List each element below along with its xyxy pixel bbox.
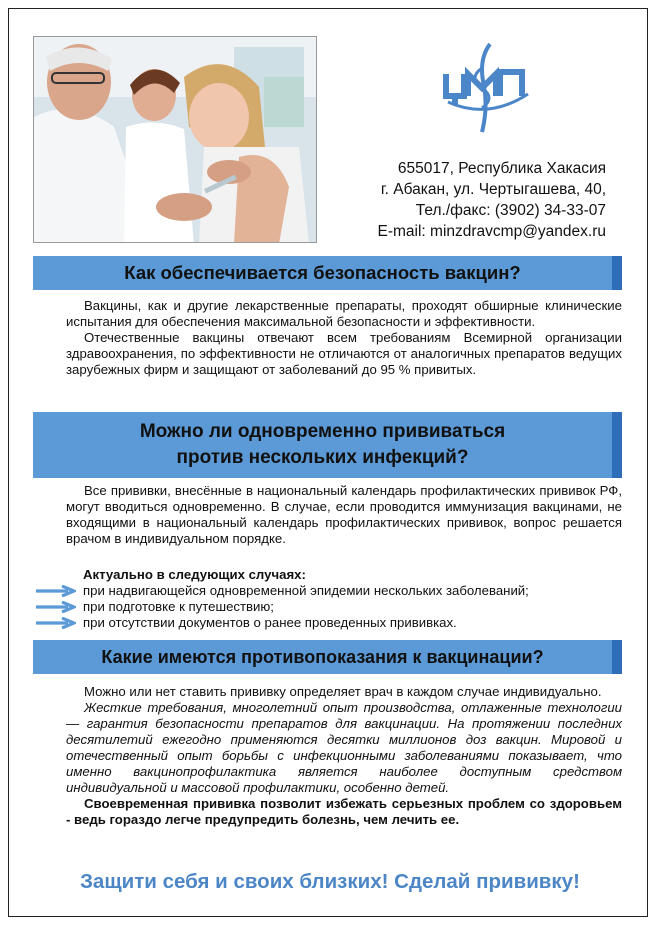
- slogan: Защити себя и своих близких! Сделай прививку!: [80, 870, 580, 893]
- contra-paragraph-2: Жесткие требования, многолетний опыт производства, отлаженные технологии — гарантия безопасности препаратов для вакцинации. На протяжении последних десятилетий ежегодно применяются десятки миллионов доз вакцин. Мировой и отечественный опыт борьбы с инфекционными заболеваниями показывает, что именно вакцинопрофилактика является наиболее доступным средством индивидуальной и массовой профилактики, особенно детей.: [66, 700, 622, 795]
- section-body-safety: [66, 298, 622, 378]
- section-body-combined: [66, 483, 622, 547]
- list-item: при надвигающейся одновременной эпидемии нескольких заболеваний;: [36, 583, 626, 599]
- list-item: при подготовке к путешествию;: [36, 599, 626, 615]
- safety-paragraph-2: Отечественные вакцины отвечают всем требованиям Всемирной организации здравоохранения, по эффективности не отличаются от аналогичных препаратов ведущих зарубежных фирм и защищают от заболеваний до 95 % привитых.: [66, 330, 622, 377]
- list-item: при отсутствии документов о ранее проведенных прививках.: [36, 615, 626, 631]
- address-line-phone: Тел./факс: (3902) 34-33-07: [415, 202, 606, 219]
- contact-address: [340, 158, 640, 242]
- combined-title-line-2: против нескольких инфекций?: [176, 447, 469, 468]
- contra-paragraph-3: Своевременная прививка позволит избежать серьезных проблем со здоровьем - ведь гораздо легче предупредить болезнь, чем лечить ее.: [66, 796, 622, 827]
- combined-paragraph-1: Все прививки, внесённые в национальный календарь профилактических прививок РФ, могут вводиться одновременно. В случае, если проводится иммунизация вакцинами, не входящими в национальный календарь профилактических прививок, вопрос решается врачом в индивидуальном порядке.: [66, 483, 622, 546]
- address-line-postal: 655017, Республика Хакасия: [397, 160, 606, 177]
- section-heading-combined: [33, 412, 622, 478]
- vaccination-photo: [33, 36, 317, 243]
- arrow-right-icon: [36, 585, 76, 597]
- combined-title-line-1: Можно ли одновременно прививаться: [139, 421, 506, 442]
- address-line-street: г. Абакан, ул. Чертыгашева, 40,: [380, 181, 606, 198]
- contra-paragraph-1: Можно или нет ставить прививку определяет врач в каждом случае индивидуально.: [84, 684, 602, 699]
- address-line-email: E-mail: minzdravcmp@yandex.ru: [377, 223, 606, 240]
- section-body-contraindications: [66, 684, 622, 828]
- cases-list: [36, 567, 626, 631]
- section-heading-contraindications: Какие имеются противопоказания к вакцинации?: [33, 640, 622, 674]
- arrow-right-icon: [36, 617, 76, 629]
- section-heading-safety: Как обеспечивается безопасность вакцин?: [33, 256, 622, 290]
- cases-heading: Актуально в следующих случаях:: [83, 567, 306, 582]
- cmp-logo-icon: [438, 38, 536, 136]
- safety-paragraph-1: Вакцины, как и другие лекарственные препараты, проходят обширные клинические испытания для обеспечения максимальной безопасности и эффективности.: [66, 298, 622, 329]
- arrow-right-icon: [36, 601, 76, 613]
